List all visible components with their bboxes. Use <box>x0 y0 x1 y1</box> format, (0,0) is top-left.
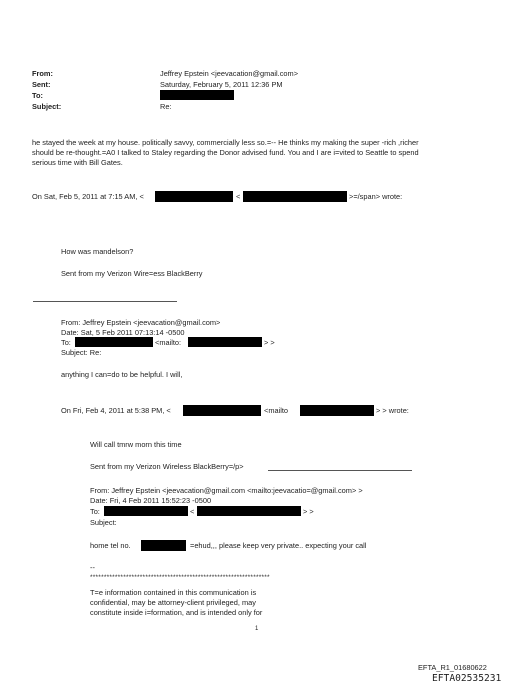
fwd2-stars: ***************************************************************** <box>90 574 270 581</box>
redaction-fwd1-to <box>75 337 153 347</box>
quote1-header-suffix: >=/span> wrote: <box>349 192 403 201</box>
quote2-header-mailto: <mailto <box>264 406 289 415</box>
sent-label: Sent: <box>32 80 51 89</box>
page-number: 1 <box>255 626 259 632</box>
conf-line-1: T=e information contained in this communication is <box>90 588 257 597</box>
from-label: From: <box>32 69 53 78</box>
fwd1-date: Date: Sat, 5 Feb 2011 07:13:14 -0500 <box>61 328 185 337</box>
to-label: To: <box>32 91 43 100</box>
fwd1-to-mailto: <mailto: <box>155 338 182 347</box>
fwd2-from: From: Jeffrey Epstein <jeevacation@gmail.com <mailto:jeevacatio=@gmail.com> > <box>90 486 363 495</box>
divider-2 <box>268 470 412 471</box>
quote2-header-suffix: > > wrote: <box>376 406 409 415</box>
fwd2-to-label: To: <box>90 507 100 516</box>
subject-label: Subject: <box>32 102 62 111</box>
bates-number: EFTA02535231 <box>432 673 502 684</box>
fwd2-dash: -- <box>90 563 95 572</box>
quote1-line-1: How was mandelson? <box>61 247 134 256</box>
redaction-fwd1-mailto <box>188 337 262 347</box>
redaction-to <box>160 90 234 100</box>
redaction-fwd2-to <box>104 506 188 516</box>
sent-value: Saturday, February 5, 2011 12:36 PM <box>160 80 283 89</box>
body-line-3: serious time with Bill Gates. <box>32 158 123 167</box>
redaction-phone <box>141 540 186 551</box>
fwd2-body-suffix: =ehud,,, please keep very private.. expecting your call <box>190 541 367 550</box>
fwd1-subject: Subject: Re: <box>61 348 102 357</box>
fwd2-date: Date: Fri, 4 Feb 2011 15:52:23 -0500 <box>90 496 212 505</box>
redaction-quote1-a <box>155 191 233 202</box>
fwd2-to-mid: < <box>190 507 195 516</box>
redaction-quote2-b <box>300 405 374 416</box>
fwd1-body: anything I can=do to be helpful. I will, <box>61 370 183 379</box>
fwd2-to-close: > > <box>303 507 314 516</box>
quote1-header-prefix: On Sat, Feb 5, 2011 at 7:15 AM, < <box>32 192 144 201</box>
quote2-header-prefix: On Fri, Feb 4, 2011 at 5:38 PM, < <box>61 406 171 415</box>
redaction-quote2-a <box>183 405 261 416</box>
from-value: Jeffrey Epstein <jeevacation@gmail.com> <box>160 69 299 78</box>
body-line-2: should be re-thought.=A0 I talked to Staley regarding the Donor advised fund. You and I are i=vited to Seattle to spend <box>32 148 419 157</box>
fwd2-body-prefix: home tel no. <box>90 541 131 550</box>
body-line-1: he stayed the week at my house. politically savvy, commercially less so.=-- He thinks my making the super -rich ,richer <box>32 138 419 147</box>
conf-line-2: confidential, may be attorney-client privileged, may <box>90 598 256 607</box>
quote2-line-2: Sent from my Verizon Wireless BlackBerry=/p> <box>90 462 244 471</box>
redaction-quote1-b <box>243 191 347 202</box>
quote1-line-2: Sent from my Verizon Wire=ess BlackBerry <box>61 269 203 278</box>
fwd1-to-label: To: <box>61 338 71 347</box>
fwd2-subject: Subject: <box>90 518 117 527</box>
divider-1 <box>33 301 177 302</box>
subject-value: Re: <box>160 102 172 111</box>
quote2-line-1: Will call tmrw morn this time <box>90 440 182 449</box>
fwd1-from: From: Jeffrey Epstein <jeevacation@gmail.com> <box>61 318 221 327</box>
fwd1-to-close: > > <box>264 338 275 347</box>
conf-line-3: constitute inside i=formation, and is intended only for <box>90 608 263 617</box>
doc-id: EFTA_R1_01680622 <box>418 663 487 672</box>
quote1-header-mid: < <box>236 192 241 201</box>
redaction-fwd2-mid <box>197 506 301 516</box>
